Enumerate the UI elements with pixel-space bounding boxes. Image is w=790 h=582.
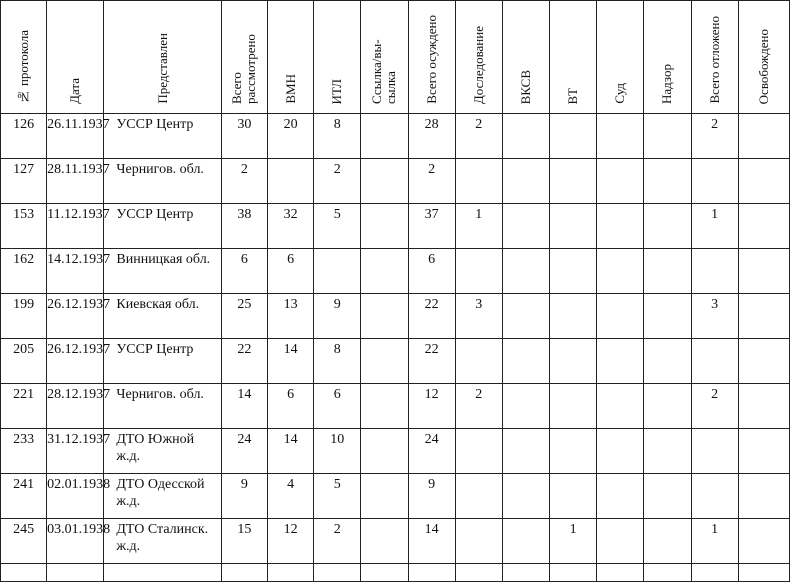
cell-total-convicted: 37 [408, 204, 455, 249]
table-row [1, 204, 790, 249]
cell-exile [361, 339, 408, 384]
empty-cell [550, 564, 597, 582]
cell-total-postponed [691, 474, 738, 519]
empty-cell [267, 564, 313, 582]
cell-vksv [502, 204, 549, 249]
cell-date: 26.11.1937 [47, 114, 104, 159]
cell-released [738, 429, 789, 474]
cell-protocol-number: 199 [1, 294, 47, 339]
cell-vt [550, 294, 597, 339]
cell-court [597, 294, 644, 339]
empty-cell [408, 564, 455, 582]
cell-date: 26.12.1937 [47, 339, 104, 384]
empty-row [1, 564, 790, 582]
cell-total-convicted: 24 [408, 429, 455, 474]
cell-exile [361, 204, 408, 249]
cell-date: 28.12.1937 [47, 384, 104, 429]
cell-date: 26.12.1937 [47, 294, 104, 339]
cell-court [597, 429, 644, 474]
cell-released [738, 519, 789, 564]
header-court: Суд [597, 1, 644, 114]
cell-total-reviewed: 30 [221, 114, 267, 159]
cell-supervision [644, 114, 691, 159]
cell-total-postponed: 3 [691, 294, 738, 339]
cell-itl: 8 [314, 114, 361, 159]
cell-submitted-by: ДТО Одесской ж.д. [104, 474, 221, 519]
cell-released [738, 384, 789, 429]
cell-court [597, 339, 644, 384]
header-exile: Ссылка/вы-сылка [361, 1, 408, 114]
cell-total-reviewed: 22 [221, 339, 267, 384]
cell-vksv [502, 339, 549, 384]
cell-itl: 10 [314, 429, 361, 474]
empty-cell [738, 564, 789, 582]
cell-supervision [644, 429, 691, 474]
cell-vmn: 14 [267, 429, 313, 474]
header-itl: ИТЛ [314, 1, 361, 114]
empty-cell [314, 564, 361, 582]
cell-exile [361, 429, 408, 474]
cell-submitted-by: Винницкая обл. [104, 249, 221, 294]
table-row [1, 474, 790, 519]
cell-protocol-number: 153 [1, 204, 47, 249]
cell-vt [550, 429, 597, 474]
cell-itl: 8 [314, 339, 361, 384]
cell-exile [361, 114, 408, 159]
cell-total-convicted: 12 [408, 384, 455, 429]
cell-exile [361, 159, 408, 204]
header-total-reviewed: Всего рассмотрено [221, 1, 267, 114]
empty-cell [361, 564, 408, 582]
header-further-investigation: Доследование [455, 1, 502, 114]
cell-further-investigation: 2 [455, 114, 502, 159]
cell-total-reviewed: 15 [221, 519, 267, 564]
cell-protocol-number: 162 [1, 249, 47, 294]
cell-vt: 1 [550, 519, 597, 564]
cell-further-investigation [455, 339, 502, 384]
cell-total-reviewed: 2 [221, 159, 267, 204]
cell-court [597, 204, 644, 249]
cell-further-investigation [455, 159, 502, 204]
cell-protocol-number: 221 [1, 384, 47, 429]
cell-total-postponed: 1 [691, 519, 738, 564]
cell-total-reviewed: 6 [221, 249, 267, 294]
empty-cell [104, 564, 221, 582]
cell-further-investigation [455, 519, 502, 564]
header-released: Освобождено [738, 1, 789, 114]
cell-vmn: 4 [267, 474, 313, 519]
table-row [1, 339, 790, 384]
cell-total-postponed: 2 [691, 114, 738, 159]
cell-further-investigation [455, 249, 502, 294]
cell-court [597, 159, 644, 204]
cell-vksv [502, 519, 549, 564]
cell-date: 03.01.1938 [47, 519, 104, 564]
cell-protocol-number: 245 [1, 519, 47, 564]
header-total-convicted: Всего осуждено [408, 1, 455, 114]
header-date: Дата [47, 1, 104, 114]
table-row [1, 384, 790, 429]
cell-protocol-number: 127 [1, 159, 47, 204]
cell-itl: 5 [314, 474, 361, 519]
empty-cell [455, 564, 502, 582]
cell-vmn [267, 159, 313, 204]
cell-vksv [502, 114, 549, 159]
cell-supervision [644, 384, 691, 429]
cell-itl [314, 249, 361, 294]
cell-exile [361, 519, 408, 564]
cell-vksv [502, 384, 549, 429]
cell-further-investigation: 2 [455, 384, 502, 429]
cell-total-convicted: 14 [408, 519, 455, 564]
cell-total-reviewed: 38 [221, 204, 267, 249]
table-row [1, 294, 790, 339]
cell-total-postponed: 1 [691, 204, 738, 249]
cell-total-reviewed: 9 [221, 474, 267, 519]
cell-vmn: 12 [267, 519, 313, 564]
cell-vmn: 32 [267, 204, 313, 249]
cell-vt [550, 474, 597, 519]
cell-vmn: 13 [267, 294, 313, 339]
cell-submitted-by: ДТО Южной ж.д. [104, 429, 221, 474]
cell-total-reviewed: 14 [221, 384, 267, 429]
cell-total-convicted: 2 [408, 159, 455, 204]
header-vt: ВТ [550, 1, 597, 114]
cell-vt [550, 114, 597, 159]
cell-supervision [644, 294, 691, 339]
header-vksv: ВКСВ [502, 1, 549, 114]
cell-court [597, 114, 644, 159]
cell-vt [550, 159, 597, 204]
cell-submitted-by: Чернигов. обл. [104, 159, 221, 204]
table-row [1, 159, 790, 204]
cell-total-postponed [691, 339, 738, 384]
cell-vmn: 14 [267, 339, 313, 384]
cell-exile [361, 249, 408, 294]
cell-itl: 2 [314, 159, 361, 204]
empty-cell [47, 564, 104, 582]
cell-total-convicted: 6 [408, 249, 455, 294]
cell-date: 02.01.1938 [47, 474, 104, 519]
cell-court [597, 384, 644, 429]
cell-submitted-by: Чернигов. обл. [104, 384, 221, 429]
table-row [1, 114, 790, 159]
cell-itl: 2 [314, 519, 361, 564]
cell-released [738, 159, 789, 204]
cell-date: 31.12.1937 [47, 429, 104, 474]
cell-vksv [502, 474, 549, 519]
header-supervision: Надзор [644, 1, 691, 114]
cell-vksv [502, 429, 549, 474]
cell-vksv [502, 159, 549, 204]
header-vmn: ВМН [267, 1, 313, 114]
cell-protocol-number: 241 [1, 474, 47, 519]
table-row [1, 519, 790, 564]
cell-exile [361, 294, 408, 339]
cell-released [738, 474, 789, 519]
cell-released [738, 249, 789, 294]
cell-submitted-by: ДТО Сталинск. ж.д. [104, 519, 221, 564]
cell-itl: 9 [314, 294, 361, 339]
empty-cell [597, 564, 644, 582]
cell-total-convicted: 28 [408, 114, 455, 159]
empty-cell [502, 564, 549, 582]
cell-date: 11.12.1937 [47, 204, 104, 249]
cell-supervision [644, 474, 691, 519]
cell-court [597, 519, 644, 564]
cell-supervision [644, 159, 691, 204]
cell-protocol-number: 233 [1, 429, 47, 474]
cell-supervision [644, 339, 691, 384]
cell-vt [550, 204, 597, 249]
cell-total-postponed [691, 249, 738, 294]
cell-exile [361, 474, 408, 519]
empty-cell [644, 564, 691, 582]
cell-vksv [502, 294, 549, 339]
cell-vt [550, 384, 597, 429]
cell-released [738, 339, 789, 384]
cell-total-reviewed: 24 [221, 429, 267, 474]
cell-total-postponed: 2 [691, 384, 738, 429]
cell-date: 28.11.1937 [47, 159, 104, 204]
cell-court [597, 249, 644, 294]
empty-cell [691, 564, 738, 582]
cell-protocol-number: 126 [1, 114, 47, 159]
cell-total-convicted: 22 [408, 339, 455, 384]
cell-date: 14.12.1937 [47, 249, 104, 294]
cell-total-convicted: 9 [408, 474, 455, 519]
header-protocol-number: № протокола [1, 1, 47, 114]
cell-vmn: 6 [267, 249, 313, 294]
cell-itl: 6 [314, 384, 361, 429]
cell-supervision [644, 249, 691, 294]
cell-itl: 5 [314, 204, 361, 249]
cell-court [597, 474, 644, 519]
cell-released [738, 204, 789, 249]
header-total-postponed: Всего отложено [691, 1, 738, 114]
header-row [1, 1, 790, 114]
cell-further-investigation [455, 429, 502, 474]
cell-total-postponed [691, 429, 738, 474]
cell-total-convicted: 22 [408, 294, 455, 339]
cell-submitted-by: УССР Центр [104, 114, 221, 159]
cell-supervision [644, 519, 691, 564]
header-submitted-by: Представлен [104, 1, 221, 114]
cell-released [738, 294, 789, 339]
table-row [1, 249, 790, 294]
cell-submitted-by: УССР Центр [104, 339, 221, 384]
cell-vt [550, 249, 597, 294]
empty-cell [221, 564, 267, 582]
cell-vmn: 20 [267, 114, 313, 159]
cell-total-reviewed: 25 [221, 294, 267, 339]
cell-further-investigation: 1 [455, 204, 502, 249]
cell-vksv [502, 249, 549, 294]
cell-vt [550, 339, 597, 384]
cell-further-investigation: 3 [455, 294, 502, 339]
cell-supervision [644, 204, 691, 249]
empty-cell [1, 564, 47, 582]
cell-submitted-by: Киевская обл. [104, 294, 221, 339]
table-row [1, 429, 790, 474]
cell-protocol-number: 205 [1, 339, 47, 384]
cell-further-investigation [455, 474, 502, 519]
cell-submitted-by: УССР Центр [104, 204, 221, 249]
cell-exile [361, 384, 408, 429]
cell-total-postponed [691, 159, 738, 204]
cell-released [738, 114, 789, 159]
cell-vmn: 6 [267, 384, 313, 429]
